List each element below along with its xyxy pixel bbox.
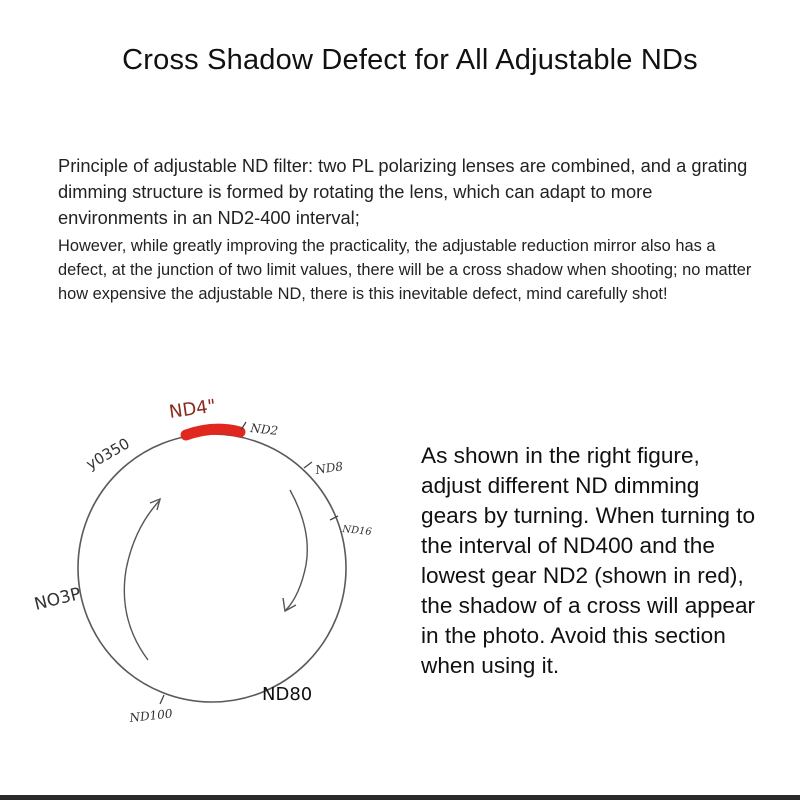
tick-nd8: [304, 462, 312, 468]
rotation-arrow-left: [124, 500, 160, 660]
label-y0350: y0350: [83, 434, 133, 474]
cross-shadow-highlight: [186, 429, 240, 435]
bottom-divider: [0, 795, 800, 800]
label-nd4: ND4": [167, 395, 218, 423]
label-nd2: ND2: [249, 421, 279, 438]
tick-nd100: [160, 695, 164, 704]
figure-explanation: As shown in the right figure, adjust different ND dimming gears by turning. When turning to the interval of ND400 and the lowest gear ND2 (shown in red), the shadow of a cross will appear in the photo. Avoid this section when using it.: [421, 443, 756, 678]
page-title: Cross Shadow Defect for All Adjustable NDs: [122, 44, 698, 76]
defect-paragraph: However, while greatly improving the practicality, the adjustable reduction mirror also has a defect, at the junction of two limit values, there will be a cross shadow when shooting; no matter how expensive the adjustable ND, there is this inevitable defect, mind carefully shot!: [58, 237, 752, 303]
nd-dial-diagram: [0, 370, 420, 770]
rotation-arrow-right: [286, 490, 307, 610]
principle-paragraph: Principle of adjustable ND filter: two PL polarizing lenses are combined, and a grating dimming structure is formed by rotating the lens, which can adapt to more environments in an ND2-400 interval;: [58, 155, 748, 228]
label-no3p: NO3P: [32, 584, 83, 615]
label-nd100: ND100: [128, 706, 174, 725]
label-nd80: ND80: [262, 684, 313, 705]
label-nd16: ND16: [341, 524, 373, 539]
label-nd8: ND8: [314, 459, 344, 477]
